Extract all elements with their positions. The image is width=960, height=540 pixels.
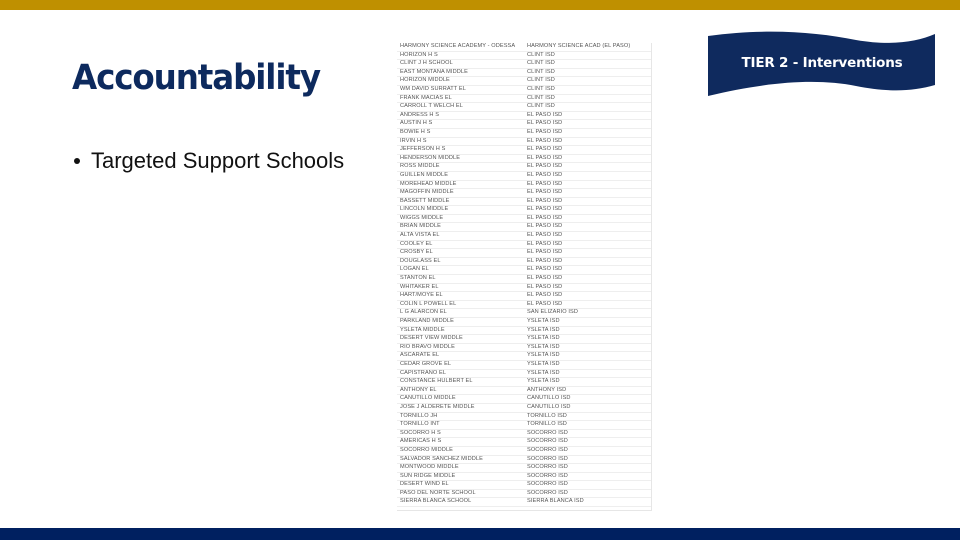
table-row [397, 163, 651, 172]
table-row [397, 60, 651, 69]
campus-name-cell: DESERT WIND EL [397, 481, 524, 490]
district-name-cell: CANUTILLO ISD [524, 395, 651, 404]
district-name-cell: EL PASO ISD [524, 232, 651, 241]
table-row [397, 489, 651, 498]
campus-name-cell: PASO DEL NORTE SCHOOL [397, 489, 524, 498]
table-row [397, 412, 651, 421]
campus-name-cell: FRANK MACIAS EL [397, 94, 524, 103]
campus-name-cell: MAGOFFIN MIDDLE [397, 189, 524, 198]
district-name-cell: CLINT ISD [524, 51, 651, 60]
table-row [397, 369, 651, 378]
district-name-cell: EL PASO ISD [524, 266, 651, 275]
campus-name-cell: SOCORRO H S [397, 429, 524, 438]
district-name-cell: SOCORRO ISD [524, 464, 651, 473]
campus-name-cell: CLINT J H SCHOOL [397, 60, 524, 69]
district-name-cell: SAN ELIZARIO ISD [524, 309, 651, 318]
table-row [397, 335, 651, 344]
schools-table [397, 43, 651, 507]
campus-name-cell: CAPISTRANO EL [397, 369, 524, 378]
district-name-cell: EL PASO ISD [524, 180, 651, 189]
table-row [397, 223, 651, 232]
table-row [397, 309, 651, 318]
district-name-cell: EL PASO ISD [524, 137, 651, 146]
table-row [397, 343, 651, 352]
table-row [397, 481, 651, 490]
table-row [397, 128, 651, 137]
district-name-cell: EL PASO ISD [524, 300, 651, 309]
district-name-cell: HARMONY SCIENCE ACAD (EL PASO) [524, 43, 651, 51]
district-name-cell: CLINT ISD [524, 77, 651, 86]
district-name-cell: EL PASO ISD [524, 111, 651, 120]
bottom-accent-bar [0, 528, 960, 540]
district-name-cell: EL PASO ISD [524, 171, 651, 180]
slide-title: Accountability [72, 58, 320, 98]
district-name-cell: CLINT ISD [524, 94, 651, 103]
table-row [397, 386, 651, 395]
district-name-cell: TORNILLO ISD [524, 412, 651, 421]
campus-name-cell: EAST MONTANA MIDDLE [397, 68, 524, 77]
campus-name-cell: WIGGS MIDDLE [397, 214, 524, 223]
table-row [397, 94, 651, 103]
campus-name-cell: YSLETA MIDDLE [397, 326, 524, 335]
table-row [397, 111, 651, 120]
campus-name-cell: HART/MOYE EL [397, 292, 524, 301]
bullet-item [72, 148, 344, 174]
table-row [397, 51, 651, 60]
table-row [397, 206, 651, 215]
district-name-cell: EL PASO ISD [524, 163, 651, 172]
district-name-cell: EL PASO ISD [524, 206, 651, 215]
district-name-cell: EL PASO ISD [524, 275, 651, 284]
table-row [397, 171, 651, 180]
table-row [397, 446, 651, 455]
campus-name-cell: AMERICAS H S [397, 438, 524, 447]
campus-name-cell: MOREHEAD MIDDLE [397, 180, 524, 189]
table-row [397, 257, 651, 266]
campus-name-cell: SIERRA BLANCA SCHOOL [397, 498, 524, 507]
district-name-cell: SOCORRO ISD [524, 446, 651, 455]
district-name-cell: EL PASO ISD [524, 240, 651, 249]
district-name-cell: SOCORRO ISD [524, 429, 651, 438]
table-row [397, 249, 651, 258]
district-name-cell: EL PASO ISD [524, 223, 651, 232]
district-name-cell: EL PASO ISD [524, 154, 651, 163]
table-row [397, 275, 651, 284]
district-name-cell: EL PASO ISD [524, 214, 651, 223]
campus-name-cell: CARROLL T WELCH EL [397, 103, 524, 112]
district-name-cell: EL PASO ISD [524, 292, 651, 301]
district-name-cell: SOCORRO ISD [524, 472, 651, 481]
campus-name-cell: ALTA VISTA EL [397, 232, 524, 241]
district-name-cell: CLINT ISD [524, 60, 651, 69]
banner-label: TIER 2 - Interventions [741, 55, 903, 71]
campus-name-cell: BRIAN MIDDLE [397, 223, 524, 232]
district-name-cell: SOCORRO ISD [524, 438, 651, 447]
campus-name-cell: JEFFERSON H S [397, 146, 524, 155]
campus-name-cell: HORIZON H S [397, 51, 524, 60]
campus-name-cell: HORIZON MIDDLE [397, 77, 524, 86]
tier-banner [706, 30, 938, 100]
campus-name-cell: HARMONY SCIENCE ACADEMY - ODESSA [397, 43, 524, 51]
campus-name-cell: LINCOLN MIDDLE [397, 206, 524, 215]
table-row [397, 214, 651, 223]
campus-name-cell: CONSTANCE HULBERT EL [397, 378, 524, 387]
district-name-cell: EL PASO ISD [524, 189, 651, 198]
table-row [397, 300, 651, 309]
table-row [397, 68, 651, 77]
campus-name-cell: TORNILLO INT [397, 421, 524, 430]
table-row [397, 352, 651, 361]
bullet-text: Targeted Support Schools [91, 148, 345, 173]
table-row [397, 85, 651, 94]
campus-name-cell: COOLEY EL [397, 240, 524, 249]
district-name-cell: EL PASO ISD [524, 120, 651, 129]
table-row [397, 266, 651, 275]
table-row [397, 326, 651, 335]
table-row [397, 180, 651, 189]
campus-name-cell: ASCARATE EL [397, 352, 524, 361]
campus-name-cell: CROSBY EL [397, 249, 524, 258]
campus-name-cell: RIO BRAVO MIDDLE [397, 343, 524, 352]
district-name-cell: SIERRA BLANCA ISD [524, 498, 651, 507]
targeted-schools-table [397, 43, 652, 511]
campus-name-cell: LOGAN EL [397, 266, 524, 275]
district-name-cell: YSLETA ISD [524, 360, 651, 369]
table-row [397, 438, 651, 447]
campus-name-cell: JOSE J ALDERETE MIDDLE [397, 403, 524, 412]
table-row [397, 429, 651, 438]
district-name-cell: CLINT ISD [524, 68, 651, 77]
table-row [397, 232, 651, 241]
campus-name-cell: ANTHONY EL [397, 386, 524, 395]
district-name-cell: EL PASO ISD [524, 128, 651, 137]
district-name-cell: EL PASO ISD [524, 283, 651, 292]
table-row [397, 292, 651, 301]
district-name-cell: YSLETA ISD [524, 326, 651, 335]
district-name-cell: YSLETA ISD [524, 318, 651, 327]
district-name-cell: EL PASO ISD [524, 257, 651, 266]
campus-name-cell: MONTWOOD MIDDLE [397, 464, 524, 473]
campus-name-cell: GUILLEN MIDDLE [397, 171, 524, 180]
district-name-cell: ANTHONY ISD [524, 386, 651, 395]
campus-name-cell: DOUGLASS EL [397, 257, 524, 266]
campus-name-cell: IRVIN H S [397, 137, 524, 146]
table-row [397, 43, 651, 51]
campus-name-cell: BASSETT MIDDLE [397, 197, 524, 206]
table-row [397, 378, 651, 387]
district-name-cell: CANUTILLO ISD [524, 403, 651, 412]
campus-name-cell: TORNILLO JH [397, 412, 524, 421]
campus-name-cell: COLIN L POWELL EL [397, 300, 524, 309]
table-row [397, 240, 651, 249]
campus-name-cell: CEDAR GROVE EL [397, 360, 524, 369]
district-name-cell: SOCORRO ISD [524, 489, 651, 498]
table-row [397, 360, 651, 369]
district-name-cell: YSLETA ISD [524, 378, 651, 387]
table-row [397, 498, 651, 507]
campus-name-cell: L G ALARCON EL [397, 309, 524, 318]
table-row [397, 189, 651, 198]
table-row [397, 137, 651, 146]
table-row [397, 421, 651, 430]
district-name-cell: EL PASO ISD [524, 146, 651, 155]
campus-name-cell: SOCORRO MIDDLE [397, 446, 524, 455]
district-name-cell: EL PASO ISD [524, 249, 651, 258]
district-name-cell: TORNILLO ISD [524, 421, 651, 430]
campus-name-cell: SALVADOR SANCHEZ MIDDLE [397, 455, 524, 464]
table-row [397, 154, 651, 163]
table-row [397, 197, 651, 206]
table-row [397, 472, 651, 481]
campus-name-cell: HENDERSON MIDDLE [397, 154, 524, 163]
campus-name-cell: ANDRESS H S [397, 111, 524, 120]
district-name-cell: CLINT ISD [524, 103, 651, 112]
campus-name-cell: SUN RIDGE MIDDLE [397, 472, 524, 481]
table-row [397, 455, 651, 464]
district-name-cell: EL PASO ISD [524, 197, 651, 206]
table-row [397, 318, 651, 327]
campus-name-cell: STANTON EL [397, 275, 524, 284]
table-row [397, 77, 651, 86]
campus-name-cell: PARKLAND MIDDLE [397, 318, 524, 327]
bullet-list [72, 148, 344, 174]
district-name-cell: YSLETA ISD [524, 369, 651, 378]
district-name-cell: YSLETA ISD [524, 352, 651, 361]
district-name-cell: YSLETA ISD [524, 335, 651, 344]
campus-name-cell: CANUTILLO MIDDLE [397, 395, 524, 404]
schools-table-body [397, 43, 651, 507]
table-row [397, 283, 651, 292]
campus-name-cell: WHITAKER EL [397, 283, 524, 292]
campus-name-cell: WM DAVID SURRATT EL [397, 85, 524, 94]
district-name-cell: SOCORRO ISD [524, 455, 651, 464]
campus-name-cell: BOWIE H S [397, 128, 524, 137]
campus-name-cell: AUSTIN H S [397, 120, 524, 129]
table-row [397, 103, 651, 112]
top-accent-bar [0, 0, 960, 10]
bullet-dot-icon [74, 158, 80, 164]
table-row [397, 395, 651, 404]
table-row [397, 403, 651, 412]
table-row [397, 120, 651, 129]
campus-name-cell: ROSS MIDDLE [397, 163, 524, 172]
district-name-cell: SOCORRO ISD [524, 481, 651, 490]
district-name-cell: CLINT ISD [524, 85, 651, 94]
district-name-cell: YSLETA ISD [524, 343, 651, 352]
table-row [397, 146, 651, 155]
table-row [397, 464, 651, 473]
campus-name-cell: DESERT VIEW MIDDLE [397, 335, 524, 344]
